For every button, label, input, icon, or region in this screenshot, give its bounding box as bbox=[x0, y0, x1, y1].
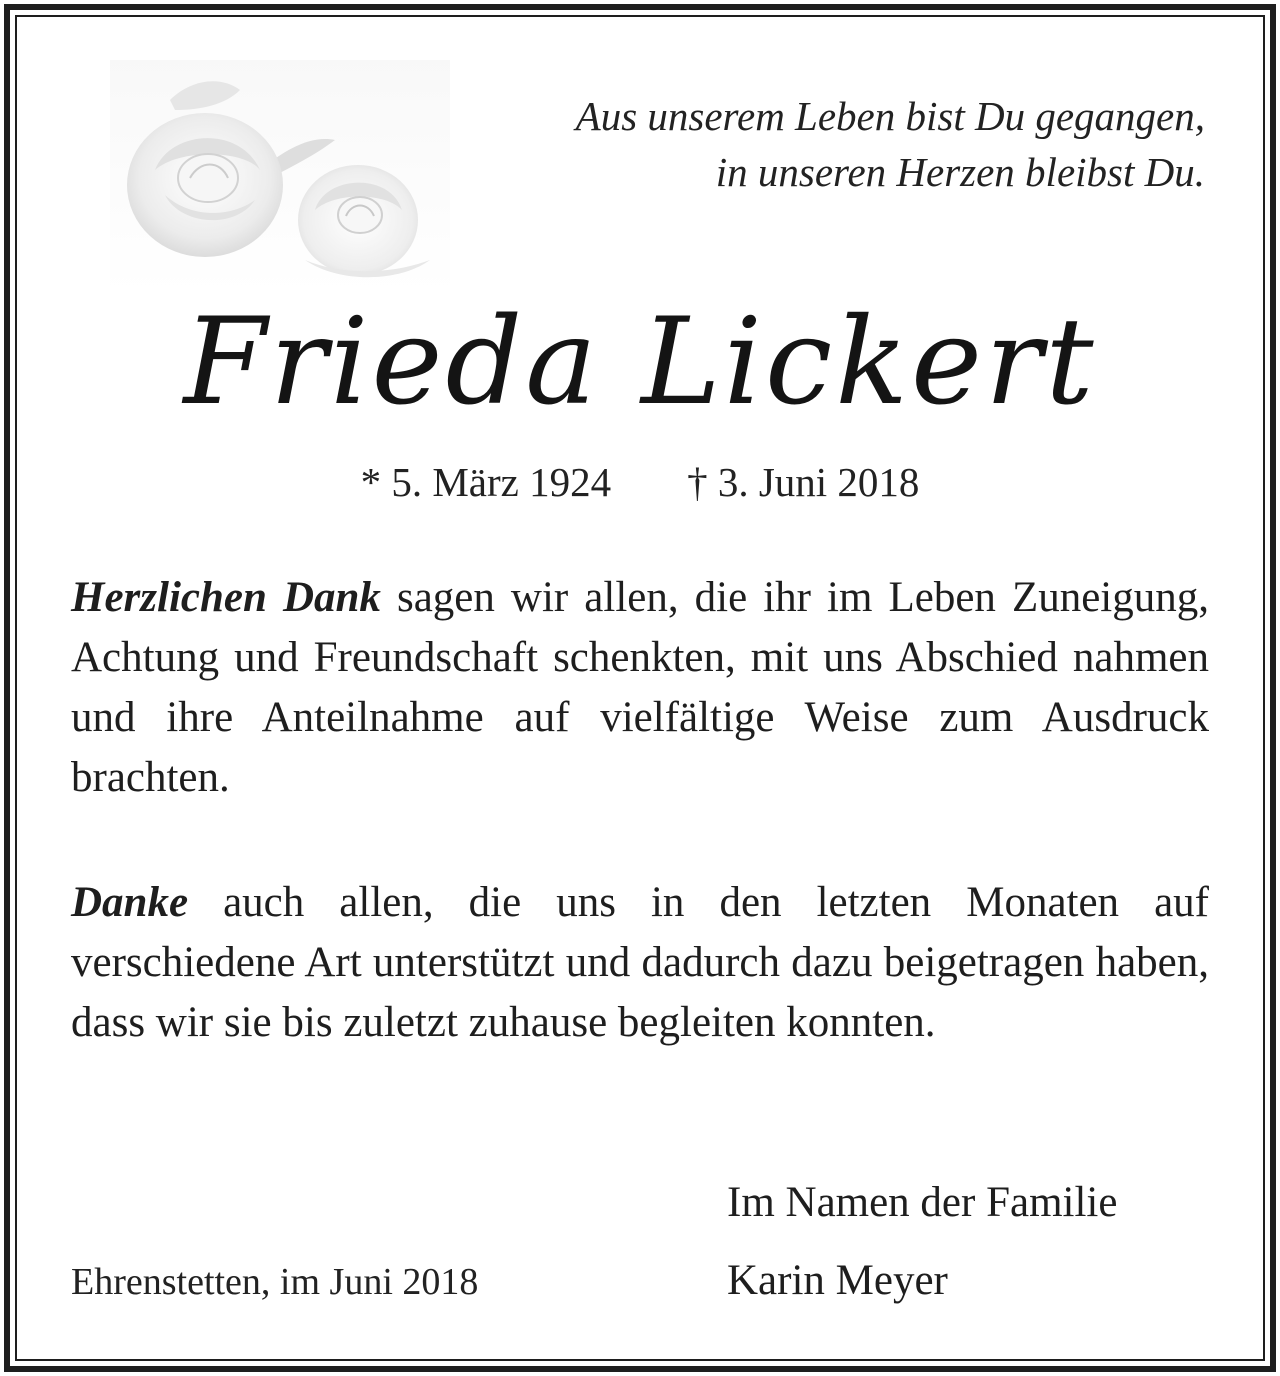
life-dates bbox=[0, 455, 1280, 509]
deceased-name: Frieda Lickert bbox=[183, 293, 1097, 432]
motto-line-2: in unseren Herzen bleibst Du. bbox=[715, 149, 1205, 195]
thanks-paragraph-2 bbox=[71, 873, 1209, 1053]
roses-icon bbox=[110, 60, 450, 295]
thanks-text-2: auch allen, die uns in den letzten Monaten auf verschiedene Art unterstützt und dadurch dazu beigetragen haben, dass wir sie bis zuletzt zuhause begleiten konnten. bbox=[71, 879, 1209, 1046]
death-date: † 3. Juni 2018 bbox=[687, 459, 920, 505]
thanks-lead-1: Herzlichen Dank bbox=[71, 574, 381, 621]
motto-line-1: Aus unserem Leben bist Du gegangen, bbox=[575, 93, 1205, 139]
birth-date: * 5. März 1924 bbox=[360, 459, 612, 505]
thanks-paragraph-1 bbox=[71, 568, 1209, 808]
family-line: Im Namen der Familie bbox=[727, 1179, 1118, 1226]
thanks-lead-2: Danke bbox=[71, 879, 189, 926]
thanks-text-1: sagen wir allen, die ihr im Leben Zuneigung, Achtung und Freundschaft schenkten, mit uns Abschied nahmen und ihre Anteilnahme auf vielfältige Weise zum Ausdruck brachten. bbox=[71, 574, 1209, 801]
signer-name: Karin Meyer bbox=[727, 1257, 948, 1304]
motto bbox=[405, 88, 1205, 200]
place-date: Ehrenstetten, im Juni 2018 bbox=[71, 1261, 479, 1303]
